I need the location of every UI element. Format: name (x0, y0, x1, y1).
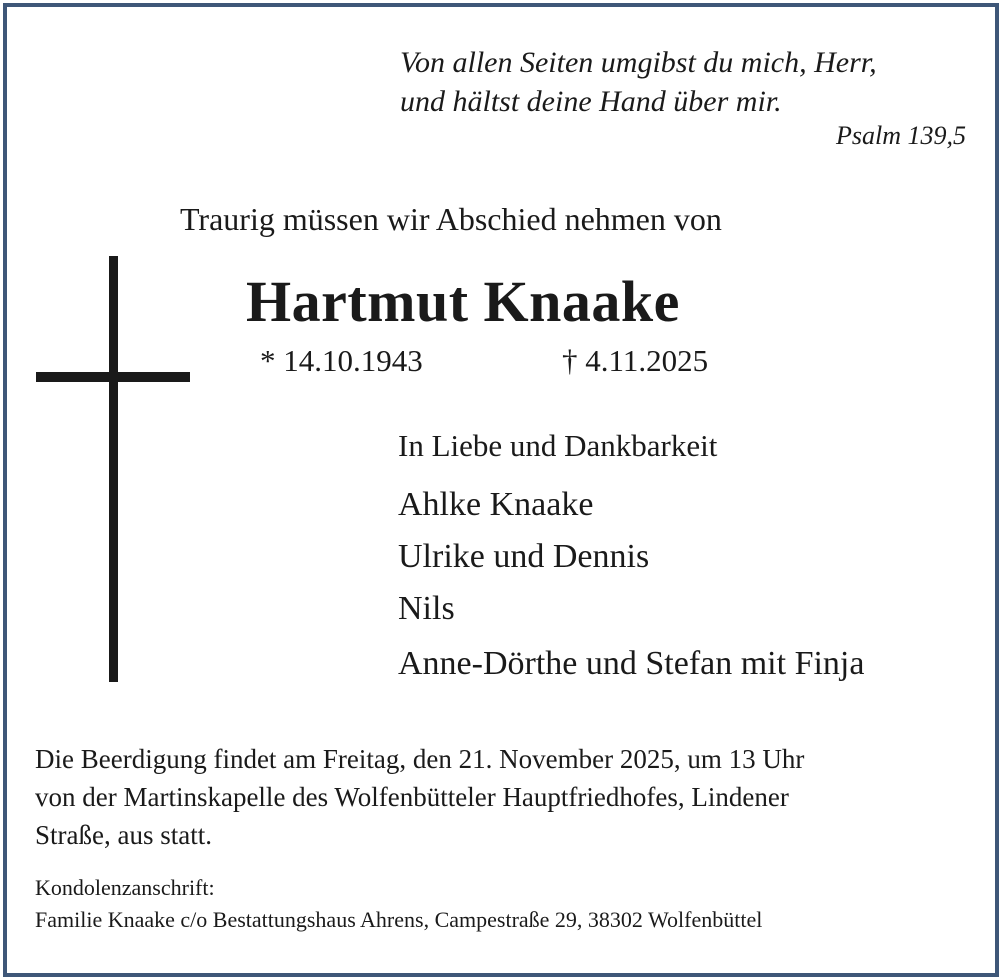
intro-text: Traurig müssen wir Abschied nehmen von (180, 201, 722, 237)
verse-source: Psalm 139,5 (836, 121, 966, 150)
cross-vertical-beam (109, 256, 118, 682)
bible-verse-line-2: und hältst deine Hand über mir. (400, 85, 782, 118)
dedication-text: In Liebe und Dankbarkeit (398, 428, 718, 463)
mourner-item: Ahlke Knaake (398, 486, 594, 523)
condolence-label: Kondolenzanschrift: (35, 875, 215, 900)
mourner-item: Anne-Dörthe und Stefan mit Finja (398, 645, 865, 682)
mourner-item: Ulrike und Dennis (398, 538, 650, 575)
mourner-item: Nils (398, 590, 455, 627)
birth-date: * 14.10.1943 (260, 343, 423, 378)
funeral-notice-line: Die Beerdigung findet am Freitag, den 21. November 2025, um 13 Uhr (35, 744, 805, 774)
funeral-notice-line: Straße, aus statt. (35, 820, 212, 850)
funeral-notice-line: von der Martinskapelle des Wolfenbütteler Hauptfriedhofes, Lindener (35, 782, 789, 812)
condolence-address: Familie Knaake c/o Bestattungshaus Ahrens, Campestraße 29, 38302 Wolfenbüttel (35, 907, 763, 932)
death-date: † 4.11.2025 (562, 343, 709, 378)
bible-verse-line-1: Von allen Seiten umgibst du mich, Herr, (400, 46, 877, 79)
cross-horizontal-beam (36, 372, 190, 382)
deceased-name: Hartmut Knaake (246, 269, 680, 334)
